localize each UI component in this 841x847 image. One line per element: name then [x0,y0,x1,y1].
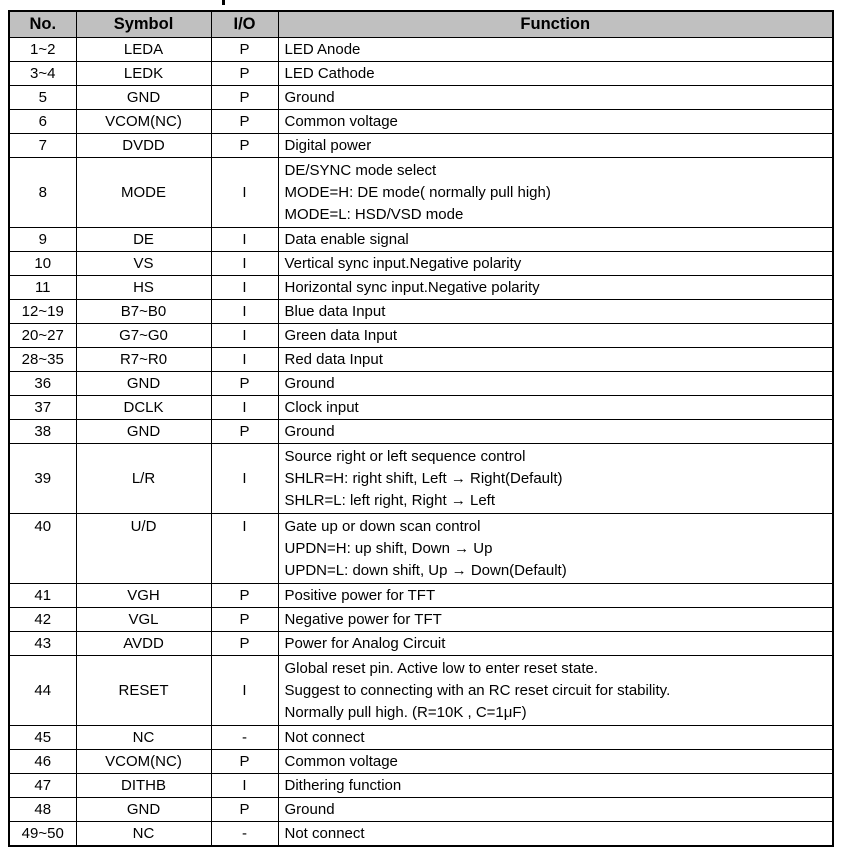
function-cell [278,444,833,514]
function-line: SHLR=H: right shift, Left → Right(Default) [284,469,563,487]
pin-no-cell: 47 [9,774,76,798]
table-header [9,11,833,38]
table-row [9,798,833,822]
pin-no-cell: 6 [9,110,76,134]
io-cell: I [211,444,278,514]
header-row [9,11,833,38]
symbol-cell: VGH [76,584,211,608]
table-row [9,656,833,726]
io-cell: P [211,86,278,110]
io-cell: P [211,608,278,632]
function-line: Red data Input [284,351,383,368]
symbol-cell: RESET [76,656,211,726]
function-line: Data enable signal [284,231,409,248]
pin-no-cell: 9 [9,228,76,252]
symbol-cell: LEDA [76,38,211,62]
symbol-cell: GND [76,420,211,444]
table-row [9,726,833,750]
pin-no-cell: 43 [9,632,76,656]
function-cell [278,396,833,420]
io-cell: I [211,228,278,252]
function-line: LED Anode [284,41,361,58]
function-cell [278,300,833,324]
table-row [9,276,833,300]
symbol-cell: GND [76,86,211,110]
function-line: Green data Input [284,327,398,344]
table-row [9,134,833,158]
function-cell [278,348,833,372]
header-function: Function [278,11,833,38]
symbol-cell: VGL [76,608,211,632]
pin-no-cell: 41 [9,584,76,608]
symbol-cell: VCOM(NC) [76,750,211,774]
function-line: Gate up or down scan control [284,517,481,535]
table-row [9,444,833,514]
symbol-cell: GND [76,372,211,396]
function-line: Normally pull high. (R=10K , C=1μF) [284,703,527,721]
table-row [9,420,833,444]
function-cell [278,324,833,348]
table-row [9,514,833,584]
symbol-cell: LEDK [76,62,211,86]
table-row [9,62,833,86]
pin-no-cell: 48 [9,798,76,822]
function-cell [278,110,833,134]
io-cell: P [211,584,278,608]
pin-no-cell: 42 [9,608,76,632]
pin-no-cell: 40 [9,514,76,584]
function-line: Positive power for TFT [284,587,436,604]
io-cell: - [211,822,278,847]
function-cell [278,372,833,396]
io-cell: I [211,324,278,348]
function-line: Power for Analog Circuit [284,635,446,652]
pin-no-cell: 37 [9,396,76,420]
function-cell [278,158,833,228]
function-line: Horizontal sync input.Negative polarity [284,279,540,296]
pin-no-cell: 46 [9,750,76,774]
function-cell [278,584,833,608]
table-row [9,750,833,774]
pin-no-cell: 20~27 [9,324,76,348]
pin-no-cell: 1~2 [9,38,76,62]
table-row [9,110,833,134]
io-cell: I [211,300,278,324]
io-cell: I [211,656,278,726]
function-line: Digital power [284,137,372,154]
symbol-cell: DITHB [76,774,211,798]
function-cell [278,632,833,656]
io-cell: - [211,726,278,750]
pin-no-cell: 38 [9,420,76,444]
function-line: Ground [284,801,335,818]
function-line: Negative power for TFT [284,611,442,628]
io-cell: P [211,110,278,134]
symbol-cell: DE [76,228,211,252]
io-cell: I [211,396,278,420]
function-line: Ground [284,375,335,392]
function-cell [278,750,833,774]
function-line: Ground [284,89,335,106]
table-row [9,324,833,348]
function-line: MODE=L: HSD/VSD mode [284,205,464,223]
function-line: UPDN=L: down shift, Up → Down(Default) [284,561,567,579]
function-cell [278,726,833,750]
function-line: MODE=H: DE mode( normally pull high) [284,183,551,201]
io-cell: I [211,276,278,300]
function-line: Vertical sync input.Negative polarity [284,255,522,272]
function-line: Not connect [284,729,365,746]
table-row [9,372,833,396]
pin-no-cell: 3~4 [9,62,76,86]
symbol-cell: HS [76,276,211,300]
table-row [9,38,833,62]
io-cell: P [211,420,278,444]
pin-description-table [8,10,834,847]
table-row [9,158,833,228]
pin-no-cell: 11 [9,276,76,300]
io-cell: I [211,158,278,228]
io-cell: P [211,372,278,396]
table-row [9,822,833,847]
table-row [9,396,833,420]
io-cell: P [211,62,278,86]
symbol-cell: AVDD [76,632,211,656]
io-cell: P [211,750,278,774]
pin-no-cell: 5 [9,86,76,110]
symbol-cell: VS [76,252,211,276]
function-cell [278,656,833,726]
io-cell: I [211,252,278,276]
symbol-cell: U/D [76,514,211,584]
pin-no-cell: 8 [9,158,76,228]
symbol-cell: L/R [76,444,211,514]
symbol-cell: GND [76,798,211,822]
pin-no-cell: 36 [9,372,76,396]
function-line: Blue data Input [284,303,386,320]
function-line: Global reset pin. Active low to enter reset state. [284,659,598,677]
symbol-cell: MODE [76,158,211,228]
table-row [9,252,833,276]
table-row [9,348,833,372]
symbol-cell: G7~G0 [76,324,211,348]
pin-table-body [9,38,833,847]
symbol-cell: NC [76,726,211,750]
table-row [9,86,833,110]
symbol-cell: VCOM(NC) [76,110,211,134]
function-cell [278,420,833,444]
pin-no-cell: 45 [9,726,76,750]
function-cell [278,252,833,276]
pin-no-cell: 39 [9,444,76,514]
symbol-cell: DCLK [76,396,211,420]
header-io: I/O [211,11,278,38]
function-line: Source right or left sequence control [284,447,526,465]
io-cell: I [211,348,278,372]
function-cell [278,62,833,86]
pin-no-cell: 12~19 [9,300,76,324]
table-row [9,228,833,252]
symbol-cell: NC [76,822,211,847]
function-line: LED Cathode [284,65,375,82]
function-cell [278,228,833,252]
pin-no-cell: 49~50 [9,822,76,847]
function-cell [278,608,833,632]
header-no: No. [9,11,76,38]
function-line: Dithering function [284,777,402,794]
function-line: Common voltage [284,753,398,770]
table-row [9,774,833,798]
function-cell [278,38,833,62]
function-line: Ground [284,423,335,440]
cut-off-text-remnant [222,0,225,5]
table-row [9,300,833,324]
pin-no-cell: 10 [9,252,76,276]
function-cell [278,822,833,847]
io-cell: I [211,514,278,584]
io-cell: I [211,774,278,798]
function-cell [278,134,833,158]
pin-no-cell: 7 [9,134,76,158]
function-cell [278,798,833,822]
function-line: Suggest to connecting with an RC reset circuit for stability. [284,681,671,699]
table-row [9,584,833,608]
symbol-cell: DVDD [76,134,211,158]
symbol-cell: R7~R0 [76,348,211,372]
function-line: DE/SYNC mode select [284,161,437,179]
function-cell [278,276,833,300]
function-line: Not connect [284,825,365,842]
function-cell [278,86,833,110]
function-line: UPDN=H: up shift, Down → Up [284,539,493,557]
function-line: Common voltage [284,113,398,130]
pin-no-cell: 28~35 [9,348,76,372]
function-cell [278,774,833,798]
io-cell: P [211,134,278,158]
function-line: Clock input [284,399,359,416]
table-row [9,608,833,632]
table-row [9,632,833,656]
header-symbol: Symbol [76,11,211,38]
symbol-cell: B7~B0 [76,300,211,324]
io-cell: P [211,798,278,822]
function-line: SHLR=L: left right, Right → Left [284,491,496,509]
io-cell: P [211,632,278,656]
function-cell [278,514,833,584]
pin-no-cell: 44 [9,656,76,726]
io-cell: P [211,38,278,62]
